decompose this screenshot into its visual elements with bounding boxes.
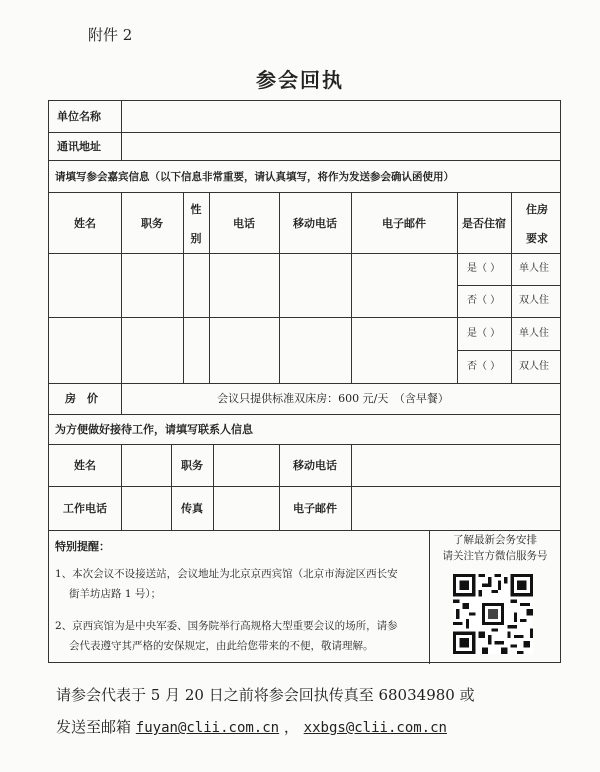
footer-line-2-prefix: 发送至邮箱 <box>56 718 132 736</box>
footer-separator: ， <box>283 718 299 736</box>
guest-header-stay: 是否住宿 <box>462 217 506 230</box>
notice-item-1-line-2: 街羊坊店路 1 号）； <box>69 588 162 600</box>
wechat-qr-code-icon <box>453 574 533 654</box>
guest-header-email: 电子邮件 <box>382 217 426 230</box>
contact-email-label: 电子邮件 <box>293 502 337 515</box>
contact-position-label: 职务 <box>181 459 203 472</box>
footer-line-2 <box>56 716 447 737</box>
room-price-note: 会议只提供标准双床房：600 元/天 （含早餐） <box>217 392 449 405</box>
contact-section-title: 为方便做好接待工作，请填写联系人信息 <box>55 423 253 436</box>
stay-no-option[interactable]: 否（ ） <box>467 295 501 306</box>
room-double-option[interactable]: 双人住 <box>519 361 549 372</box>
stay-yes-option[interactable]: 是（ ） <box>467 328 501 339</box>
wechat-line-2: 请关注官方微信服务号 <box>442 550 548 562</box>
room-double-option[interactable]: 双人住 <box>519 295 549 306</box>
room-single-option[interactable]: 单人住 <box>519 263 549 274</box>
footer-line-1: 请参会代表于 5 月 20 日之前将参会回执传真至 68034980 或 <box>56 686 475 704</box>
guest-section-title: 请填写参会嘉宾信息（以下信息非常重要，请认真填写，将作为发送参会确认函使用） <box>55 171 454 183</box>
contact-fax-label: 传真 <box>181 502 203 515</box>
guest-header-position: 职务 <box>141 217 163 230</box>
contact-name-label: 姓名 <box>74 459 96 472</box>
notice-item-1-line-1: 1、本次会议不设接送站，会议地址为北京京西宾馆（北京市海淀区西长安 <box>55 568 398 580</box>
stay-yes-option[interactable]: 是（ ） <box>467 263 501 274</box>
document-title: 参会回执 <box>256 68 344 92</box>
contact-mobile-label: 移动电话 <box>293 459 337 472</box>
email-link-xxbgs[interactable]: xxbgs@clii.com.cn <box>303 720 447 736</box>
guest-header-mobile: 移动电话 <box>293 217 337 230</box>
guest-header-phone: 电话 <box>233 217 255 230</box>
guest-header-gender-2: 别 <box>190 232 202 245</box>
attachment-label: 附件 2 <box>88 26 133 44</box>
guest-header-room-2: 要求 <box>526 232 548 245</box>
email-link-fuyan[interactable]: fuyan@clii.com.cn <box>135 720 280 736</box>
unit-name-label: 单位名称 <box>57 110 101 123</box>
stay-no-option[interactable]: 否（ ） <box>467 361 501 372</box>
notice-item-2-line-2: 会代表遵守其严格的安保规定，由此给您带来的不便，敬请理解。 <box>69 640 374 652</box>
guest-header-room-1: 住房 <box>526 203 548 216</box>
guest-header-gender-1: 性 <box>190 203 202 216</box>
room-single-option[interactable]: 单人住 <box>519 328 549 339</box>
room-price-label: 房 价 <box>65 392 98 405</box>
registration-form <box>48 100 561 663</box>
notice-item-2-line-1: 2、京西宾馆为是中央军委、国务院举行高规格大型重要会议的场所，请参 <box>55 620 398 632</box>
guest-header-name: 姓名 <box>74 217 96 230</box>
address-label: 通讯地址 <box>57 140 101 153</box>
notice-title: 特别提醒： <box>55 540 110 553</box>
contact-work-phone-label: 工作电话 <box>63 502 107 515</box>
wechat-line-1: 了解最新会务安排 <box>453 534 537 546</box>
